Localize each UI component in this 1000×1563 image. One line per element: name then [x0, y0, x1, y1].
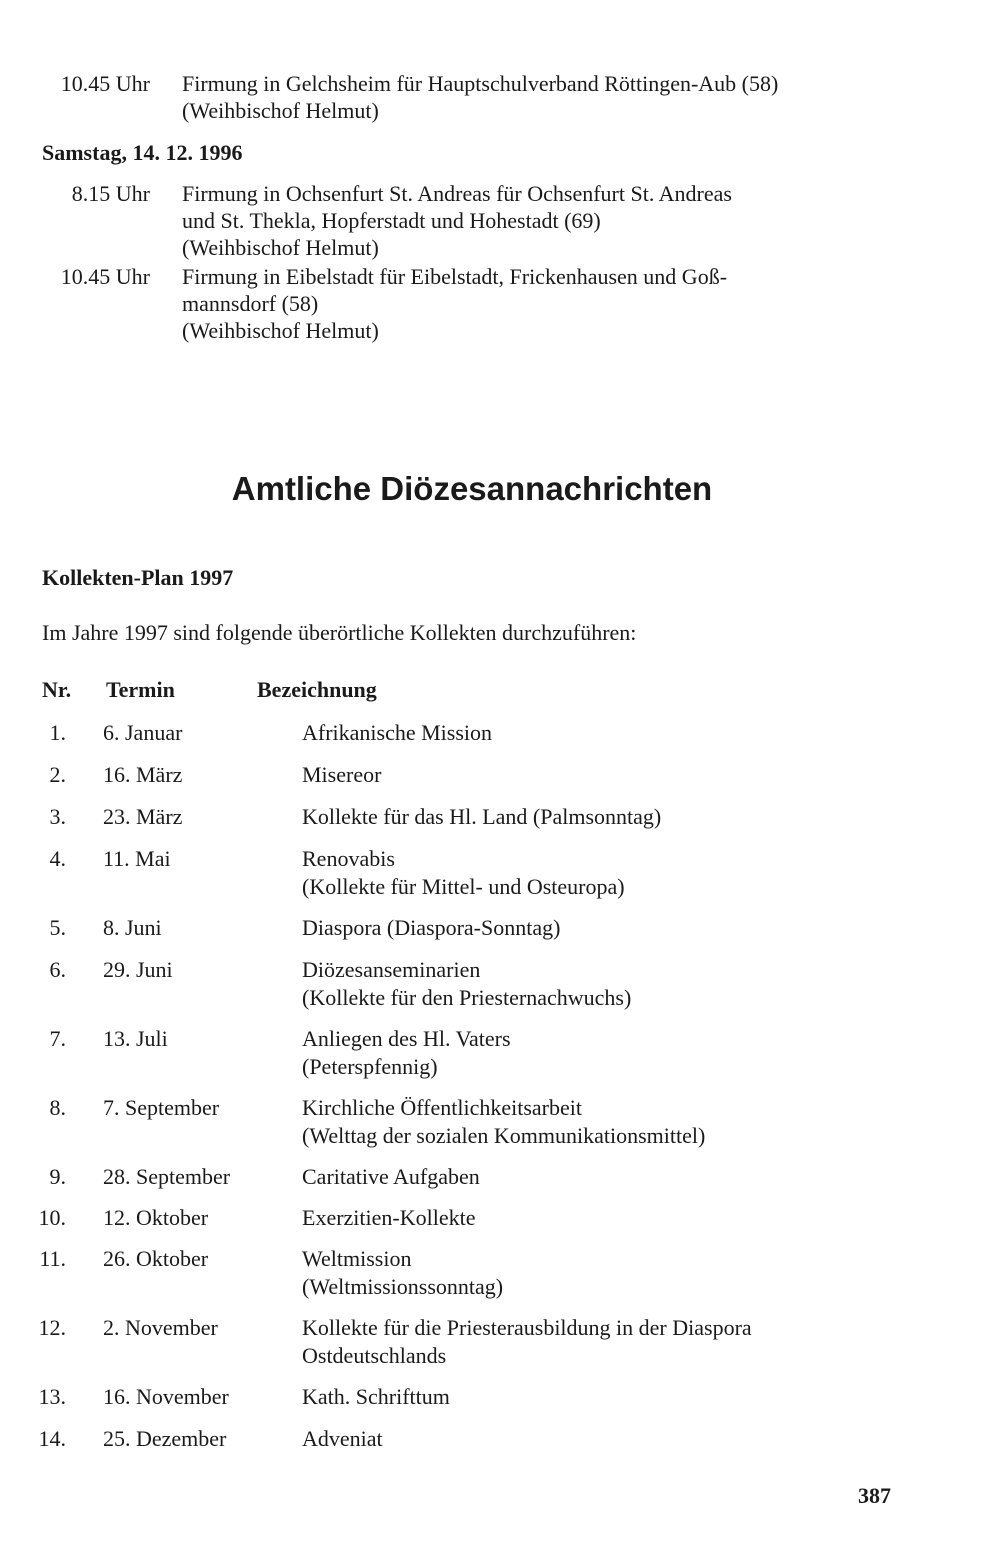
row-bezeichnung: [302, 1314, 942, 1370]
bezeichnung-line: Diaspora (Diaspora-Sonntag): [302, 915, 561, 940]
row-termin: 25. Dezember: [103, 1426, 227, 1451]
page-number: 387: [858, 1483, 891, 1508]
bezeichnung-line: Diözesanseminarien: [302, 957, 481, 982]
schedule-line: (Weihbischof Helmut): [182, 235, 379, 260]
bezeichnung-line: (Welttag der sozialen Kommunikationsmittel): [302, 1123, 706, 1148]
schedule-line: (Weihbischof Helmut): [182, 318, 379, 343]
bezeichnung-line: (Weltmissionssonntag): [302, 1274, 504, 1299]
row-bezeichnung: [302, 1204, 942, 1232]
row-termin: 16. November: [103, 1384, 229, 1409]
row-number: 1.: [49, 720, 66, 745]
row-termin: 12. Oktober: [103, 1205, 209, 1230]
row-number: 4.: [49, 846, 66, 871]
bezeichnung-line: Renovabis: [302, 846, 395, 871]
schedule-time: 10.45 Uhr: [60, 71, 150, 96]
row-bezeichnung: [302, 1094, 942, 1150]
schedule-line: Firmung in Eibelstadt für Eibelstadt, Frickenhausen und Goß-: [182, 264, 728, 289]
row-number: 13.: [38, 1384, 66, 1409]
section-title: Amtliche Diözesannachrichten: [231, 470, 713, 507]
bezeichnung-line: (Kollekte für den Priesternachwuchs): [302, 985, 632, 1010]
row-termin: 8. Juni: [103, 915, 162, 940]
row-bezeichnung: [302, 803, 942, 831]
bezeichnung-line: Caritative Aufgaben: [302, 1164, 480, 1189]
kollekten-heading: Kollekten-Plan 1997: [42, 565, 234, 590]
row-bezeichnung: [302, 914, 942, 942]
schedule-description: [182, 263, 922, 344]
row-bezeichnung: [302, 1425, 942, 1453]
row-bezeichnung: [302, 1163, 942, 1191]
day-heading: Samstag, 14. 12. 1996: [42, 140, 243, 165]
row-number: 3.: [49, 804, 66, 829]
bezeichnung-line: Weltmission: [302, 1246, 412, 1271]
schedule-description: [182, 70, 922, 124]
schedule-time: 10.45 Uhr: [60, 264, 150, 289]
schedule-line: und St. Thekla, Hopferstadt und Hohestadt (69): [182, 208, 601, 233]
column-header-nr: Nr.: [42, 677, 72, 702]
schedule-line: Firmung in Gelchsheim für Hauptschulverband Röttingen-Aub (58): [182, 71, 779, 96]
bezeichnung-line: Exerzitien-Kollekte: [302, 1205, 476, 1230]
row-bezeichnung: [302, 956, 942, 1012]
row-termin: 2. November: [103, 1315, 218, 1340]
row-bezeichnung: [302, 1025, 942, 1081]
row-bezeichnung: [302, 845, 942, 901]
row-bezeichnung: [302, 1245, 942, 1301]
row-bezeichnung: [302, 1383, 942, 1411]
row-number: 2.: [49, 762, 66, 787]
schedule-description: [182, 180, 922, 261]
row-number: 10.: [38, 1205, 66, 1230]
row-termin: 29. Juni: [103, 957, 173, 982]
row-termin: 7. September: [103, 1095, 220, 1120]
kollekten-intro: Im Jahre 1997 sind folgende überörtliche Kollekten durchzuführen:: [42, 620, 637, 645]
row-termin: 6. Januar: [103, 720, 183, 745]
bezeichnung-line: (Kollekte für Mittel- und Osteuropa): [302, 874, 625, 899]
bezeichnung-line: Kath. Schrifttum: [302, 1384, 450, 1409]
row-bezeichnung: [302, 719, 942, 747]
row-termin: 26. Oktober: [103, 1246, 209, 1271]
bezeichnung-line: Afrikanische Mission: [302, 720, 493, 745]
row-termin: 13. Juli: [103, 1026, 168, 1051]
bezeichnung-line: Misereor: [302, 762, 382, 787]
bezeichnung-line: Anliegen des Hl. Vaters: [302, 1026, 511, 1051]
bezeichnung-line: Adveniat: [302, 1426, 383, 1451]
row-termin: 28. September: [103, 1164, 231, 1189]
bezeichnung-line: Ostdeutschlands: [302, 1343, 447, 1368]
schedule-line: mannsdorf (58): [182, 291, 319, 316]
bezeichnung-line: Kirchliche Öffentlichkeitsarbeit: [302, 1095, 582, 1120]
row-number: 12.: [38, 1315, 66, 1340]
row-termin: 23. März: [103, 804, 183, 829]
schedule-time: 8.15 Uhr: [71, 181, 150, 206]
row-number: 9.: [49, 1164, 66, 1189]
row-termin: 11. Mai: [103, 846, 171, 871]
bezeichnung-line: Kollekte für das Hl. Land (Palmsonntag): [302, 804, 662, 829]
bezeichnung-line: Kollekte für die Priesterausbildung in der Diaspora: [302, 1315, 752, 1340]
row-number: 14.: [38, 1426, 66, 1451]
column-header-bezeichnung: Bezeichnung: [257, 677, 377, 702]
schedule-line: Firmung in Ochsenfurt St. Andreas für Ochsenfurt St. Andreas: [182, 181, 732, 206]
column-header-termin: Termin: [106, 677, 175, 702]
row-number: 5.: [49, 915, 66, 940]
row-bezeichnung: [302, 761, 942, 789]
row-number: 6.: [49, 957, 66, 982]
schedule-line: (Weihbischof Helmut): [182, 98, 379, 123]
row-number: 7.: [49, 1026, 66, 1051]
row-termin: 16. März: [103, 762, 183, 787]
row-number: 11.: [39, 1246, 66, 1271]
bezeichnung-line: (Peterspfennig): [302, 1054, 438, 1079]
row-number: 8.: [49, 1095, 66, 1120]
